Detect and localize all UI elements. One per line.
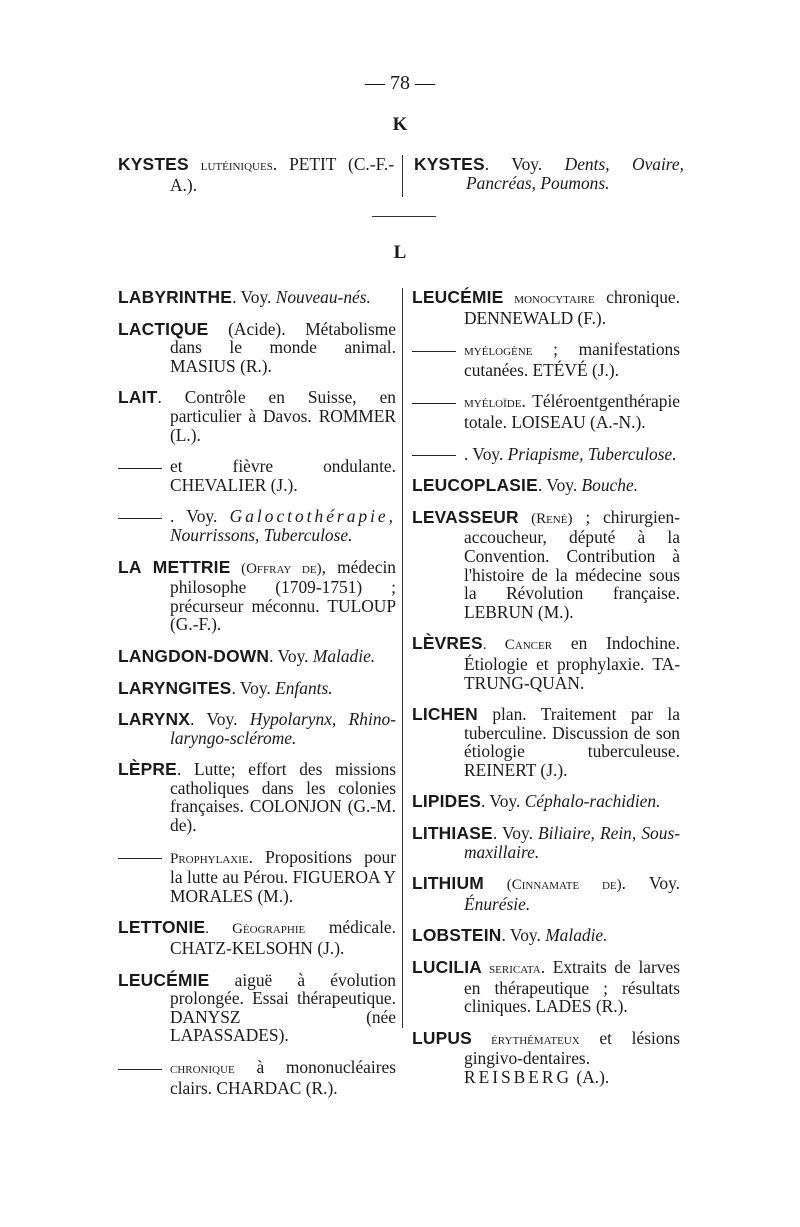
headword: LITHIUM (412, 873, 484, 894)
column-divider (402, 155, 403, 197)
see-also: . Voy. (621, 873, 680, 894)
see-also: . Voy. (501, 925, 546, 946)
index-entry (118, 971, 396, 1045)
subheading: érythémateux (471, 1031, 580, 1048)
headword: KYSTES (118, 154, 189, 174)
subheading: chronique (170, 1061, 235, 1077)
index-entry (118, 288, 396, 307)
index-entry (412, 705, 680, 779)
cross-reference: Maladie. (312, 645, 376, 666)
cross-reference: Biliaire, Rein, Sous-maxillaire. (464, 823, 680, 862)
entry-text: à mononucléaires clairs. CHARDAC (R.). (170, 1057, 396, 1098)
entry-text: . PETIT (C.-F.-A.). (170, 154, 394, 195)
k-right-column (414, 155, 684, 205)
see-also: . Voy. (492, 823, 539, 844)
index-subentry (412, 445, 680, 464)
headword: LANGDON-DOWN (118, 645, 270, 666)
entry-text: . Extraits de larves en thérapeutique ; résultats cliniques. LADES (R.). (464, 957, 680, 1017)
repeat-dash (412, 455, 456, 456)
column-divider (402, 288, 403, 1028)
index-entry (412, 1029, 680, 1087)
subheading: (René) (518, 510, 573, 527)
subheading: . Cancer (482, 637, 553, 654)
cross-reference: Énurésie. (464, 893, 531, 914)
entry-text: ; chirurgien-accoucheur, député à la Convention. Contribution à l'histoire de la médecine sous la Révolution française. LEBRUN (M.). (464, 506, 680, 622)
entry-text: (A.). (572, 1067, 610, 1087)
see-also: . Voy. (537, 475, 582, 496)
subheading: (Cinnamate de) (483, 877, 622, 894)
index-entry (412, 874, 680, 913)
see-also: . Voy. (484, 154, 565, 174)
entry-text: . Téléroentgenthérapie totale. LOISEAU (A.-N.). (464, 391, 680, 432)
author-name: REISBERG (464, 1067, 573, 1087)
entry-text: et fièvre ondulante. CHEVALIER (J.). (170, 456, 396, 495)
see-also: . Voy. (269, 645, 313, 666)
index-entry (118, 388, 396, 444)
headword: LABYRINTHE (118, 287, 233, 307)
entry-text: . Propositions pour la lutte au Pérou. FIGUEROA Y MORALES (M.). (170, 846, 396, 906)
entry-text: et lésions gingivo-dentaires. (464, 1027, 680, 1069)
entry-text: . Contrôle en Suisse, en particulier à Davos. ROMMER (L.). (157, 387, 396, 445)
l-right-column (412, 288, 680, 1100)
repeat-dash (118, 858, 162, 859)
headword: LÈVRES (412, 633, 483, 654)
cross-reference: Enfants. (275, 677, 333, 698)
headword: LAIT (118, 387, 158, 408)
index-entry (412, 824, 680, 861)
headword: LARYNX (118, 709, 191, 730)
subheading: . Géographie (205, 921, 306, 938)
headword: LIPIDES (412, 791, 482, 812)
section-letter-l: L (393, 242, 407, 263)
index-entry (412, 792, 680, 811)
headword: LARYNGITES (118, 677, 232, 698)
index-entry (118, 918, 396, 957)
headword: LACTIQUE (118, 318, 209, 339)
index-entry (118, 320, 396, 376)
cross-reference: Galoctothérapie, (229, 506, 396, 527)
cross-reference: Bouche. (581, 475, 639, 496)
index-entry (412, 926, 680, 945)
index-subentry (118, 457, 396, 494)
headword: LETTONIE (118, 917, 206, 938)
subheading: Prophylaxie (170, 850, 249, 867)
k-left-column (118, 155, 394, 207)
repeat-dash (118, 1069, 162, 1070)
index-entry (118, 155, 394, 194)
entry-text: en Indochine. Étiologie et prophylaxie. TA-TRUNG-QUAN. (464, 633, 680, 693)
index-entry (412, 634, 680, 692)
subheading: lutéiniques (200, 158, 273, 174)
headword: LÈPRE (118, 759, 177, 780)
entry-text: chronique. DENNEWALD (F.). (464, 287, 680, 328)
repeat-dash (118, 468, 162, 469)
entry-text: (Acide). Métabolisme dans le monde animal. MASIUS (R.). (170, 318, 396, 376)
index-entry (412, 476, 680, 495)
entry-text: , médecin philosophe (1709-1751) ; précurseur méconnu. TULOUP (G.-F.). (170, 556, 396, 635)
index-entry (414, 155, 684, 192)
index-entry (412, 958, 680, 1016)
index-entry (412, 508, 680, 622)
index-entry (412, 288, 680, 327)
entry-text: médicale. CHATZ-KELSOHN (J.). (170, 917, 396, 959)
headword: LICHEN (412, 704, 478, 725)
index-subentry (412, 392, 680, 431)
headword: LEUCÉMIE (118, 969, 210, 990)
subheading: monocytaire (503, 291, 595, 307)
cross-reference: Maladie. (545, 925, 608, 946)
repeat-dash (118, 518, 162, 519)
index-subentry (118, 1058, 396, 1097)
section-letter-k: K (392, 114, 408, 135)
index-subentry (118, 507, 396, 544)
entry-text: ; manifestations cutanées. ETÉVÉ (J.). (464, 339, 680, 380)
index-entry (118, 558, 396, 634)
headword: LOBSTEIN (412, 925, 502, 946)
repeat-dash (412, 351, 456, 352)
l-left-column (118, 288, 396, 1110)
headword: LUCILIA (412, 957, 482, 978)
index-subentry (412, 340, 680, 379)
entry-text: plan. Traitement par la tuberculine. Discussion de son étiologie tuberculeuse. REINERT (J.). (464, 704, 680, 780)
see-also: . Voy. (481, 791, 525, 812)
subheading: myéloïde (464, 395, 522, 412)
page-number: — 78 — (365, 72, 435, 94)
index-entry (118, 679, 396, 698)
subheading: sericata (482, 961, 541, 978)
cross-reference: Dents, Ovaire, Pancréas, Poumons. (466, 154, 685, 193)
subheading: (Offray de) (230, 560, 322, 577)
cross-reference: Nourrissons, Tuberculose. (170, 524, 353, 545)
headword: LEUCÉMIE (412, 287, 504, 307)
headword: LITHIASE (412, 823, 493, 844)
entry-text: . Lutte; effort des missions catholiques dans les colonies françaises. COLONJON (G.-M. de). (170, 759, 396, 836)
subheading: myélogène (464, 343, 533, 360)
see-also: . Voy. (170, 506, 230, 527)
headword: LEVASSEUR (412, 506, 519, 527)
entry-text: aiguë à évolution prolongée. Essai thérapeutique. DANYSZ (née LAPASSADES). (170, 969, 396, 1046)
cross-reference: Hypolarynx, Rhino-laryngo-sclérome. (170, 709, 397, 748)
index-entry (118, 760, 396, 834)
cross-reference: Nouveau-nés. (275, 287, 371, 307)
headword: LEUCOPLASIE (412, 475, 538, 496)
index-entry (118, 710, 396, 747)
repeat-dash (412, 403, 456, 404)
see-also: . Voy. (231, 677, 276, 698)
cross-reference: Priapisme, Tuberculose. (507, 443, 677, 464)
section-rule (372, 216, 436, 217)
cross-reference: Céphalo-rachidien. (524, 791, 661, 812)
see-also: . Voy. (232, 287, 276, 307)
index-subentry (118, 848, 396, 906)
see-also: . Voy. (190, 709, 250, 730)
headword: KYSTES (414, 154, 485, 174)
headword: LA METTRIE (118, 556, 231, 577)
index-entry (118, 647, 396, 666)
see-also: . Voy. (464, 443, 508, 464)
headword: LUPUS (412, 1027, 472, 1048)
